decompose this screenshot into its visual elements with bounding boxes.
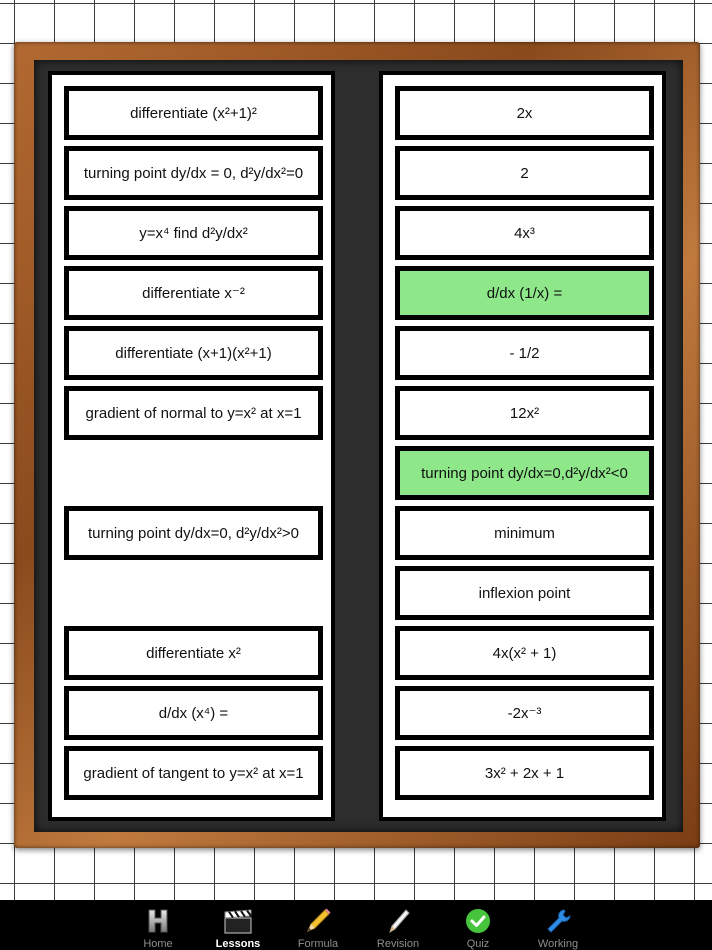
question-card[interactable]: y=x⁴ find d²y/dx² <box>64 206 323 260</box>
answer-card[interactable]: -2x⁻³ <box>395 686 654 740</box>
answer-card[interactable]: 3x² + 2x + 1 <box>395 746 654 800</box>
question-card[interactable]: gradient of tangent to y=x² at x=1 <box>64 746 323 800</box>
question-column <box>48 71 335 821</box>
home-h-icon <box>147 904 169 937</box>
answer-card[interactable]: 4x(x² + 1) <box>395 626 654 680</box>
answer-card[interactable]: - 1/2 <box>395 326 654 380</box>
tab-label: Home <box>143 938 173 950</box>
pencil-icon <box>303 904 333 937</box>
tab-label: Formula <box>297 938 339 950</box>
answer-card[interactable]: turning point dy/dx=0,d²y/dx²<0 <box>395 446 654 500</box>
tab-working[interactable] <box>518 900 598 950</box>
answer-card[interactable]: 2x <box>395 86 654 140</box>
tab-lessons[interactable] <box>198 900 278 950</box>
tab-home[interactable] <box>118 900 198 950</box>
tab-formula[interactable] <box>278 900 358 950</box>
answer-card[interactable]: 2 <box>395 146 654 200</box>
answer-card[interactable]: d/dx (1/x) = <box>395 266 654 320</box>
tab-quiz[interactable] <box>438 900 518 950</box>
clapperboard-icon <box>222 904 254 937</box>
tab-label: Working <box>537 938 579 950</box>
question-card[interactable]: differentiate x⁻² <box>64 266 323 320</box>
answer-card[interactable]: inflexion point <box>395 566 654 620</box>
question-card[interactable]: d/dx (x⁴) = <box>64 686 323 740</box>
answer-column <box>379 71 666 821</box>
tab-revision[interactable] <box>358 900 438 950</box>
question-card[interactable]: gradient of normal to y=x² at x=1 <box>64 386 323 440</box>
tab-label: Revision <box>376 938 420 950</box>
pen-icon <box>383 904 413 937</box>
tab-label: Quiz <box>466 938 490 950</box>
question-card[interactable]: differentiate x² <box>64 626 323 680</box>
question-card[interactable]: turning point dy/dx = 0, d²y/dx²=0 <box>64 146 323 200</box>
question-card[interactable]: differentiate (x+1)(x²+1) <box>64 326 323 380</box>
wrench-icon <box>544 904 572 937</box>
answer-card[interactable]: 4x³ <box>395 206 654 260</box>
answer-card[interactable]: 12x² <box>395 386 654 440</box>
answer-card[interactable]: minimum <box>395 506 654 560</box>
checkmark-icon <box>464 904 492 937</box>
question-card[interactable]: turning point dy/dx=0, d²y/dx²>0 <box>64 506 323 560</box>
question-card[interactable]: differentiate (x²+1)² <box>64 86 323 140</box>
tab-bar <box>0 900 712 950</box>
tab-label: Lessons <box>215 938 261 950</box>
